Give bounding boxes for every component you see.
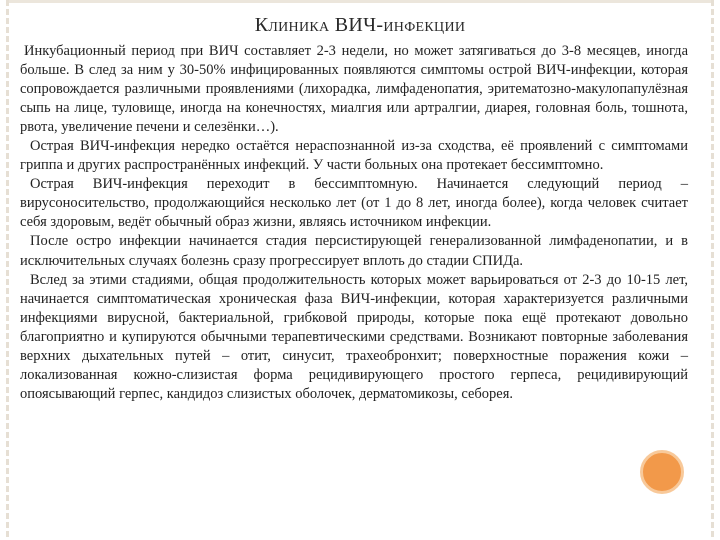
paragraph-incubation: Инкубационный период при ВИЧ составляет 2-3 недели, но может затягиваться до 3-8 месяцев, иногда больше. В след за ним у 30-50% инфицированных появляются симптомы острой ВИЧ-инфекции, которая сопровождается различными проявлениями (лихорадка, лимфаденопатия, эритематозно-макулопапулёзная сыпь на лице, туловище, иногда на конечностях, миалгия или артралгии, диарея, головная боль, тошнота, рвота, увеличение печени и селезёнки…). bbox=[20, 43, 688, 136]
title-initial: К bbox=[254, 14, 269, 36]
slide-title bbox=[0, 14, 720, 37]
paragraph-lymphadenopathy: После остро инфекции начинается стадия персистирующей генерализованной лимфаденопатии, и в исключительных случаях болезнь сразу прогрессирует вплоть до стадии СПИДа. bbox=[20, 233, 688, 269]
paragraph-chronic-phase: Вслед за этими стадиями, общая продолжительность которых может варьироваться от 2-3 до 10-15 лет, начинается симптоматическая хроническая фаза ВИЧ-инфекции, которая характеризуется различными инфекциями вирусной, бактериальной, грибковой природы, которые пока ещё протекают довольно благоприятно и купируются обычными терапевтическими средствами. Возникают повторные заболевания верхних дыхательных путей – отит, синусит, трахеобронхит; поверхностные поражения кожи – локализованная кожно-слизистая форма рецидивирующего простого герпеса, рецидивирующий опоясывающий герпес, кандидоз слизистых оболочек, дерматомикозы, себорея. bbox=[20, 271, 688, 402]
frame-top-border bbox=[9, 0, 711, 3]
slide-body bbox=[20, 42, 688, 404]
decorative-circle-icon bbox=[640, 450, 684, 494]
frame-left-border bbox=[6, 0, 9, 540]
paragraph-asymptomatic: Острая ВИЧ-инфекция переходит в бессимптомную. Начинается следующий период – вирусоносительство, продолжающийся несколько лет (от 1 до 8 лет, иногда более), когда человек считает себя здоровым, ведёт обычный образ жизни, являясь источником инфекции. bbox=[20, 176, 688, 231]
frame-right-border bbox=[711, 0, 714, 540]
title-part-2: ВИЧ- bbox=[329, 14, 384, 36]
title-part-1: ЛИНИКА bbox=[268, 20, 330, 35]
paragraph-acute-unrecognized: Острая ВИЧ-инфекция нередко остаётся нераспознанной из-за сходства, её проявлений с симптомами гриппа и других распространённых инфекций. У части больных она протекает бессимптомно. bbox=[20, 138, 688, 174]
title-part-3: ИНФЕКЦИИ bbox=[383, 20, 466, 35]
